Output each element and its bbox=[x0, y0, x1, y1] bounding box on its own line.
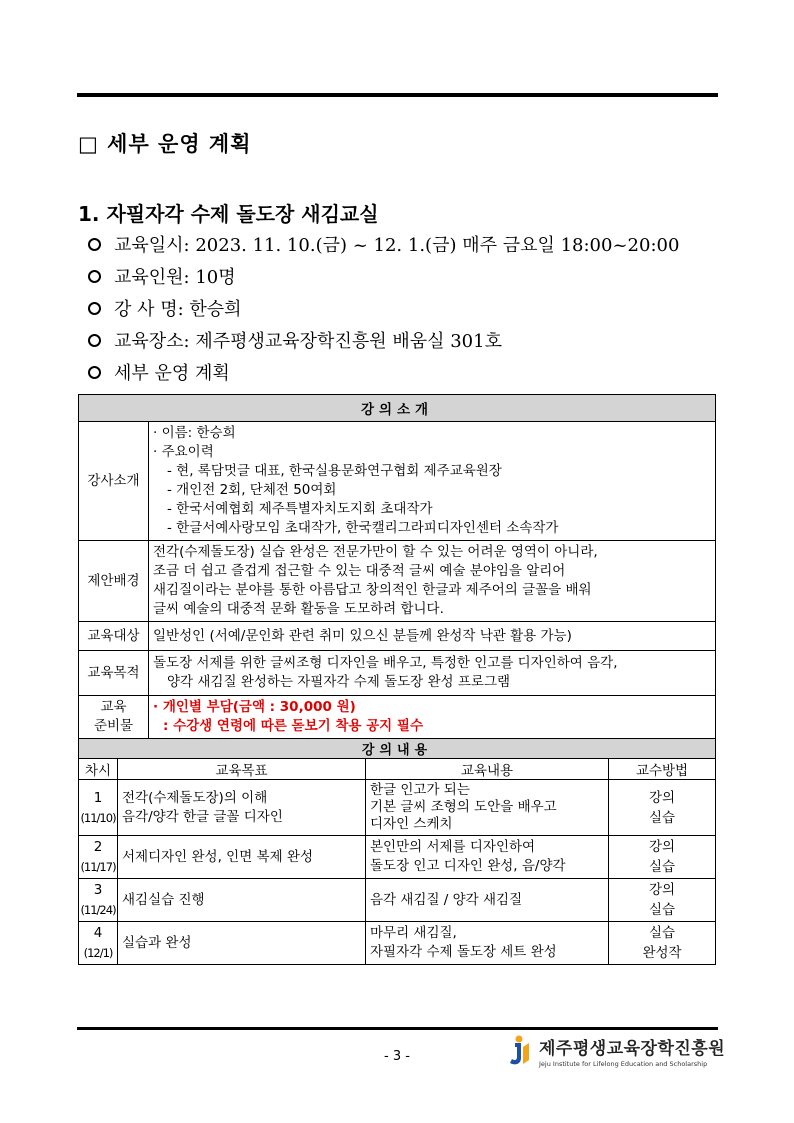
bullet-item: 교육인원: 10명 bbox=[88, 260, 679, 292]
column-header: 교육목표 bbox=[118, 759, 366, 780]
table-row: 4 (12/1) 실습과 완성 마무리 새김질, 자필자각 수제 돌도장 세트 완성 실습 완성작 bbox=[79, 922, 716, 965]
table-row: 2 (11/17) 서제디자인 완성, 인면 복제 완성 본인만의 서제를 디자인하여 돌도장 인고 디자인 완성, 음/양각 강의 실습 bbox=[79, 836, 716, 879]
table-row: 1 (11/10) 전각(수제돌도장)의 이해 음각/양각 한글 글꼴 디자인 한글 인고가 되는 기본 글씨 조형의 도안을 배우고 디자인 스케치 강의 실습 bbox=[79, 780, 716, 836]
org-logo bbox=[505, 1034, 725, 1068]
column-header: 교수방법 bbox=[609, 759, 716, 780]
circle-bullet-icon bbox=[88, 334, 101, 347]
background-text: 전각(수제돌도장) 실습 완성은 전문가만이 할 수 있는 어려운 영역이 아니라, 조금 더 쉽고 즐겁게 접근할 수 있는 대중적 글씨 예술 분야임을 알리어 새김질이라는 분야를 통한 아름답고 창의적인 한글과 제주어의 글꼴을 배워 글씨 예술의 대중적 문화 활동을 도모하려 합니다. bbox=[149, 541, 716, 622]
info-bullet-list bbox=[88, 228, 679, 388]
circle-bullet-icon bbox=[88, 366, 101, 379]
column-header: 교육내용 bbox=[366, 759, 609, 780]
goal-text: 돌도장 서제를 위한 글씨조형 디자인을 배우고, 특정한 인고를 디자인하여 음각, 양각 새김질 완성하는 자필자각 수제 돌도장 완성 프로그램 bbox=[149, 651, 716, 696]
instructor-label: 강사소개 bbox=[79, 422, 149, 541]
background-label: 제안배경 bbox=[79, 541, 149, 622]
page-number: - 3 - bbox=[384, 1049, 410, 1064]
org-name-kr: 제주평생교육장학진흥원 bbox=[539, 1039, 726, 1059]
bottom-rule bbox=[77, 1027, 718, 1030]
bullet-item: 교육일시: 2023. 11. 10.(금) ~ 12. 1.(금) 매주 금요일 18:00~20:00 bbox=[88, 228, 679, 260]
program-title: 1. 자필자각 수제 돌도장 새김교실 bbox=[78, 202, 379, 226]
circle-bullet-icon bbox=[88, 270, 101, 283]
section-title: □ 세부 운영 계획 bbox=[78, 132, 252, 156]
bullet-item: 세부 운영 계획 bbox=[88, 356, 679, 388]
bullet-item: 강 사 명: 한승희 bbox=[88, 292, 679, 324]
instructor-details: · 이름: 한승희 · 주요이력 - 현, 록담멋글 대표, 한국실용문화연구협회 제주교육원장 - 개인전 2회, 단체전 50여회 - 한국서예협회 제주특별자치도지회 초대작가 - 한글서예사랑모임 초대작가, 한국캘리그라피디자인센터 소속작가 bbox=[149, 422, 716, 541]
plan-table bbox=[78, 394, 716, 965]
circle-bullet-icon bbox=[88, 302, 101, 315]
intro-header: 강의소개 bbox=[79, 395, 716, 422]
content-header: 강의내용 bbox=[79, 739, 716, 759]
column-header: 차시 bbox=[79, 759, 118, 780]
org-logo-icon bbox=[505, 1034, 533, 1068]
circle-bullet-icon bbox=[88, 238, 101, 251]
org-name-en: Jeju Institute for Lifelong Education and Scholarship bbox=[539, 1060, 708, 1068]
target-text: 일반성인 (서예/문인화 관련 취미 있으신 분들께 완성작 낙관 활용 가능) bbox=[149, 622, 716, 651]
top-rule bbox=[77, 93, 718, 97]
goal-label: 교육목적 bbox=[79, 651, 149, 696]
target-label: 교육대상 bbox=[79, 622, 149, 651]
table-row: 3 (11/24) 새김실습 진행 음각 새김질 / 양각 새김질 강의 실습 bbox=[79, 879, 716, 922]
materials-label: 교육 준비물 bbox=[79, 696, 149, 739]
bullet-item: 교육장소: 제주평생교육장학진흥원 배움실 301호 bbox=[88, 324, 679, 356]
materials-text: · 개인별 부담(금액 : 30,000 원) : 수강생 연령에 따른 돋보기 착용 공지 필수 bbox=[149, 696, 716, 739]
